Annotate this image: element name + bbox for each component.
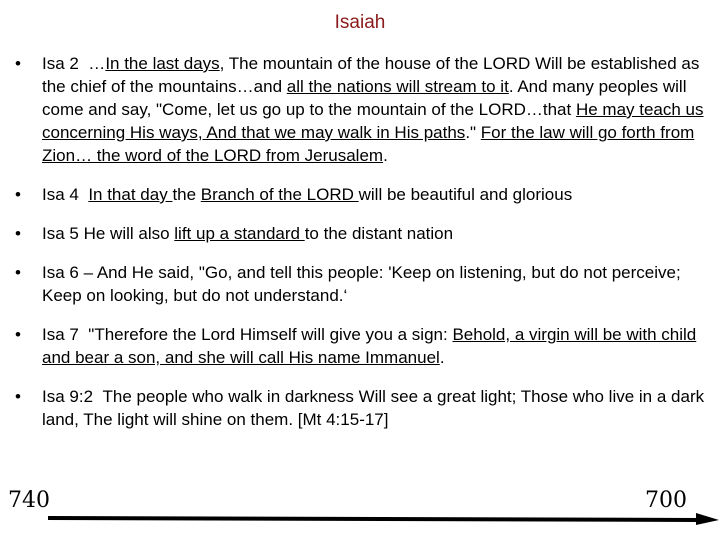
bullet-dot-icon: • xyxy=(15,54,21,73)
text-segment: ." xyxy=(465,123,481,142)
bullet-dot-icon: • xyxy=(15,325,21,344)
slide-title: Isaiah xyxy=(334,12,386,33)
item-text xyxy=(42,263,681,305)
text-segment: , The mountain of the house of the LORD Will be established as the chief of the mountains…and xyxy=(42,54,700,96)
text-segment: . xyxy=(383,146,388,165)
timeline-end-year: 700 xyxy=(645,488,687,513)
timeline xyxy=(0,488,720,540)
bullet-dot-icon: • xyxy=(15,263,21,282)
underlined-text: For the law will go forth from Zion… the word of the LORD from Jerusalem xyxy=(42,123,695,165)
bullet-item xyxy=(0,323,720,369)
underlined-text: all the nations will stream to it xyxy=(286,77,509,96)
item-ref: Isa 7 xyxy=(42,325,79,344)
bullet-item xyxy=(0,385,720,431)
underlined-text: lift up a standard xyxy=(174,224,305,243)
text-segment: to the distant nation xyxy=(304,224,454,243)
item-text xyxy=(42,325,696,367)
item-ref: Isa 2 xyxy=(42,54,79,73)
text-segment xyxy=(79,185,88,204)
underlined-text: In the last days xyxy=(105,54,220,73)
text-segment: The people who walk in darkness Will see a great light; Those who live in a dark land, The light will shine on them. [Mt 4:15-17] xyxy=(42,387,705,429)
underlined-text: He may teach us concerning His ways, And that we may walk in His paths xyxy=(42,100,704,142)
item-ref: Isa 9:2 xyxy=(42,387,94,406)
text-segment: … xyxy=(78,54,106,73)
text-segment: the xyxy=(172,185,201,204)
item-text xyxy=(42,54,704,165)
bullet-item xyxy=(0,52,720,167)
bullet-item xyxy=(0,183,720,206)
text-segment: . xyxy=(439,348,445,367)
text-segment: "Therefore the Lord Himself will give you a sign: xyxy=(78,325,453,344)
text-segment: – And He said, "Go, and tell this people: 'Keep on listening, but do not perceive; Keep on looking, but do not understand.‘ xyxy=(42,263,681,305)
underlined-text: Behold, a virgin will be with child and bear a son, and she will call His name Immanuel xyxy=(42,325,697,367)
bullet-item xyxy=(0,261,720,307)
bullet-list xyxy=(0,52,720,431)
item-ref: Isa 5 xyxy=(42,224,79,243)
timeline-arrow-icon xyxy=(8,512,720,526)
text-segment: will be beautiful and glorious xyxy=(358,185,573,204)
item-text xyxy=(79,185,572,204)
item-ref: Isa 4 xyxy=(42,185,79,204)
timeline-start-year: 740 xyxy=(8,488,50,513)
text-segment: . And many peoples will come and say, "Come, let us go up to the mountain of the LORD…that xyxy=(42,77,687,119)
text-segment: He will also xyxy=(78,224,175,243)
bullet-item xyxy=(0,222,720,245)
item-text xyxy=(42,387,704,429)
bullet-dot-icon: • xyxy=(15,185,21,204)
bullet-dot-icon: • xyxy=(15,387,21,406)
underlined-text: In that day xyxy=(88,185,173,204)
item-text xyxy=(79,224,453,243)
bullet-dot-icon: • xyxy=(15,224,21,243)
underlined-text: Branch of the LORD xyxy=(200,185,359,204)
item-ref: Isa 6 xyxy=(42,263,79,282)
